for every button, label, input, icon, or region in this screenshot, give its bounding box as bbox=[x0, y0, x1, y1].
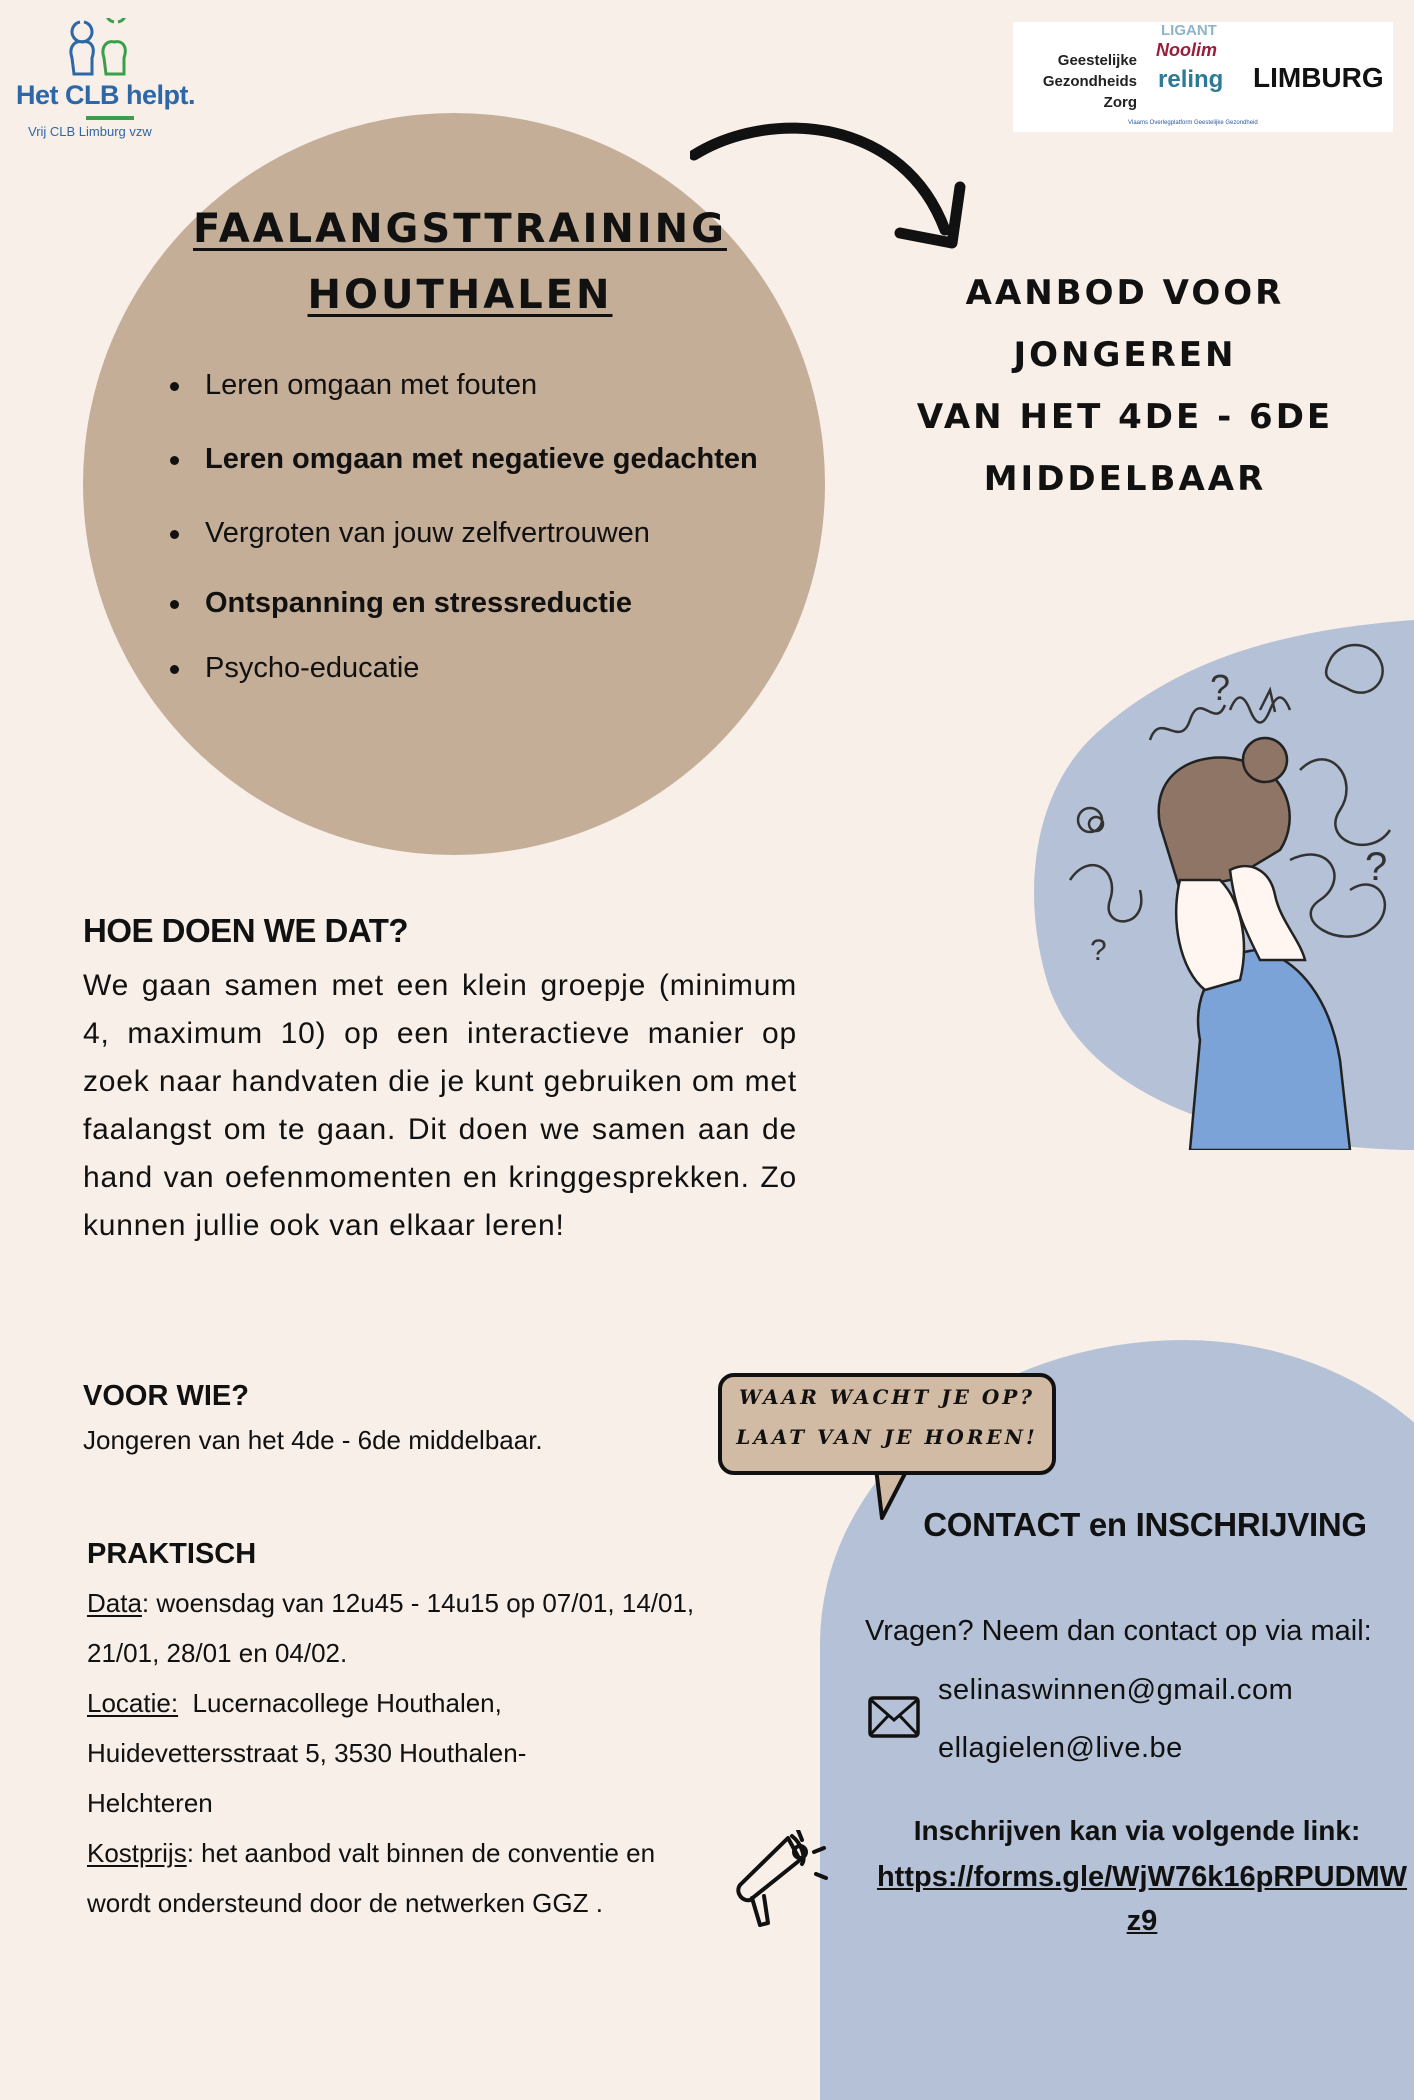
megaphone-icon bbox=[730, 1830, 840, 1930]
clb-logo bbox=[14, 18, 204, 148]
date-label: Data bbox=[87, 1588, 142, 1618]
limburg-label: LIMBURG bbox=[1253, 62, 1384, 93]
bubble-line: LAAT VAN JE HOREN! bbox=[736, 1425, 1038, 1449]
register-label: Inschrijven kan via volgende link: bbox=[913, 1815, 1361, 1846]
list-item: Vergroten van jouw zelfvertrouwen bbox=[165, 518, 805, 548]
svg-text:?: ? bbox=[1090, 934, 1107, 967]
practical-location bbox=[87, 1678, 607, 1828]
reling-label: reling bbox=[1158, 66, 1224, 93]
list-item: Leren omgaan met fouten bbox=[165, 370, 805, 400]
location-label: Locatie: bbox=[87, 1688, 179, 1718]
audience-line: VAN HET 4DE - 6DE bbox=[916, 397, 1334, 437]
platform-label: Vlaams Overlegplatform Geestelijke Gezondheid bbox=[1128, 120, 1258, 126]
contact-question: Vragen? Neem dan contact op via mail: bbox=[865, 1615, 1372, 1647]
how-heading: HOE DOEN WE DAT? bbox=[83, 912, 409, 949]
practical-date bbox=[87, 1578, 727, 1678]
cost-label: Kostprijs bbox=[87, 1838, 187, 1868]
practical-heading: PRAKTISCH bbox=[87, 1538, 257, 1570]
ggz-label bbox=[1023, 50, 1137, 113]
for-whom-text: Jongeren van het 4de - 6de middelbaar. bbox=[83, 1425, 543, 1455]
title-line-1: FAALANGSTTRAINING bbox=[192, 206, 727, 252]
svg-text:?: ? bbox=[1210, 667, 1231, 708]
envelope-icon bbox=[868, 1696, 920, 1738]
audience-line: AANBOD VOOR JONGEREN bbox=[965, 273, 1285, 375]
logo-underline bbox=[86, 116, 134, 120]
ggz-line: Zorg bbox=[1103, 94, 1137, 111]
ggz-line: Geestelijke bbox=[1057, 52, 1137, 69]
register-link[interactable]: https://forms.gle/WjW76k16pRPUDMWz9 bbox=[876, 1861, 1408, 1937]
ligant-label: LIGANT bbox=[1161, 22, 1217, 39]
clb-logo-title: Het CLB helpt. bbox=[16, 80, 195, 110]
location-text: Lucernacollege Houthalen, Huidevettersstraat 5, 3530 Houthalen-Helchteren bbox=[87, 1688, 527, 1818]
ggz-line: Gezondheids bbox=[1042, 73, 1137, 90]
curved-arrow-icon bbox=[690, 115, 980, 255]
noolim-label: Noolim bbox=[1156, 40, 1217, 60]
people-icon bbox=[62, 18, 142, 80]
email-link[interactable]: ellagielen@live.be bbox=[938, 1732, 1183, 1764]
title-line-2: HOUTHALEN bbox=[307, 272, 613, 318]
contact-heading: CONTACT en INSCHRIJVING bbox=[923, 1506, 1367, 1543]
audience-heading bbox=[880, 262, 1370, 510]
list-item: Psycho-educatie bbox=[165, 653, 805, 683]
partner-logo bbox=[1013, 22, 1393, 132]
speech-bubble-text bbox=[722, 1377, 1052, 1457]
list-item: Ontspanning en stressreductie bbox=[165, 588, 805, 618]
cost-text: : het aanbod valt binnen de conventie en wordt ondersteund door de netwerken GGZ . bbox=[87, 1838, 656, 1918]
email-link[interactable]: selinaswinnen@gmail.com bbox=[938, 1674, 1294, 1706]
how-text: We gaan samen met een klein groepje (minimum 4, maximum 10) op een interactieve manier op zoek naar handvaten die je kunt gebruiken om met faalangst om te gaan. Dit doen we samen aan de hand van oefenmomenten en kringgesprekken. Zo kunnen jullie ook van elkaar leren! bbox=[83, 969, 797, 1242]
list-item: Leren omgaan met negatieve gedachten bbox=[165, 444, 805, 474]
svg-text:?: ? bbox=[1365, 845, 1388, 889]
clb-logo-subtitle: Vrij CLB Limburg vzw bbox=[28, 124, 152, 139]
audience-line: MIDDELBAAR bbox=[983, 459, 1267, 499]
stressed-girl-illustration bbox=[1030, 620, 1414, 1150]
practical-cost bbox=[87, 1828, 707, 1928]
benefits-list bbox=[165, 370, 805, 683]
page-title bbox=[190, 196, 730, 328]
bubble-line: WAAR WACHT JE OP? bbox=[738, 1385, 1035, 1409]
practical-body bbox=[87, 1578, 727, 1928]
date-text: : woensdag van 12u45 - 14u15 op 07/01, 14/01, 21/01, 28/01 en 04/02. bbox=[87, 1588, 695, 1668]
for-whom-heading: VOOR WIE? bbox=[83, 1380, 249, 1412]
